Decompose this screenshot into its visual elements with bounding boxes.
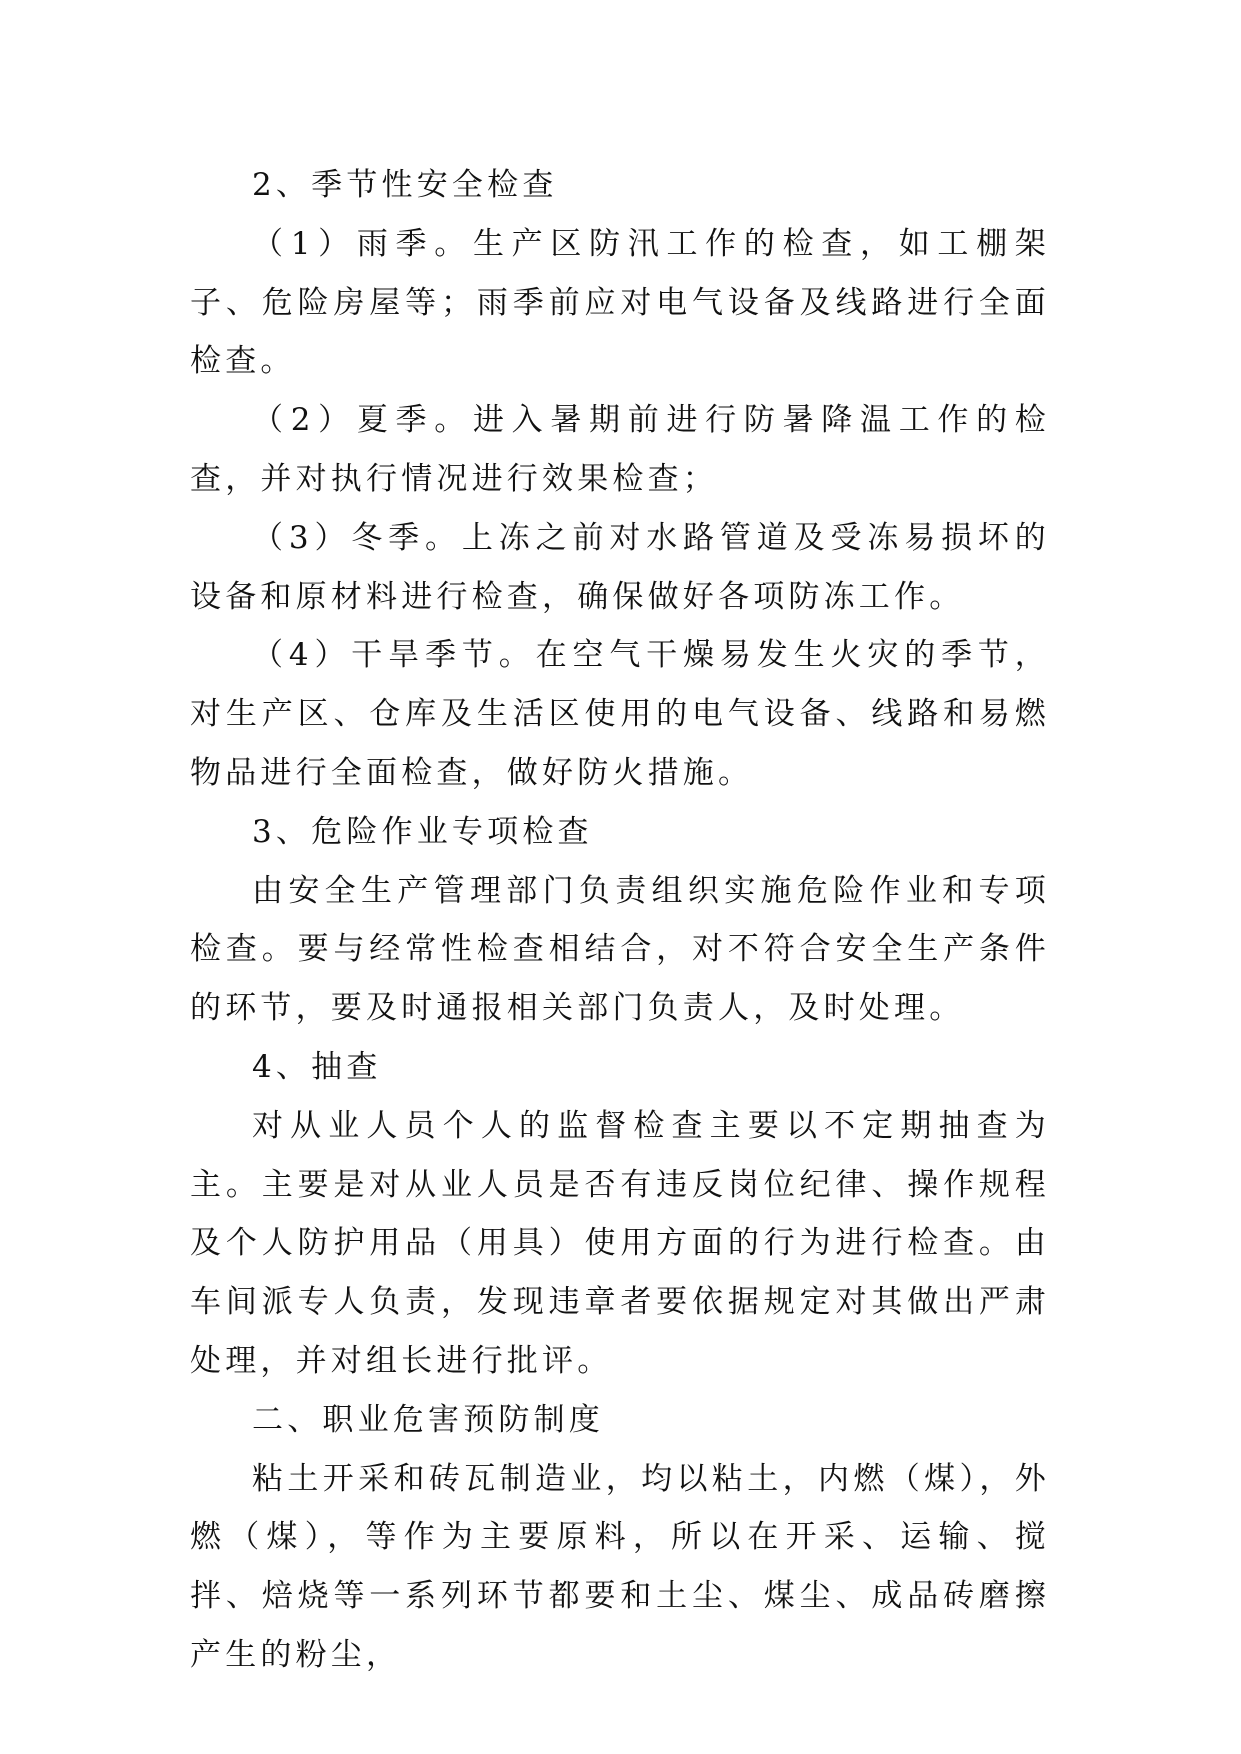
section-heading-hazardous-work: 3、危险作业专项检查 (252, 813, 593, 850)
paragraph-rainy-season: （1）雨季。生产区防汛工作的检查，如工棚架子、危险房屋等；雨季前应对电气设备及线路进行全面检查。 (190, 225, 1050, 380)
paragraph-summer: （2）夏季。进入暑期前进行防暑降温工作的检查，并对执行情况进行效果检查； (190, 402, 1050, 497)
paragraph-dry-season: （4）干旱季节。在空气干燥易发生火灾的季节，对生产区、仓库及生活区使用的电气设备、线路和易燃物品进行全面检查，做好防火措施。 (190, 637, 1050, 791)
paragraph-hazardous-work: 由安全生产管理部门负责组织实施危险作业和专项检查。要与经常性检查相结合，对不符合安全生产条件的环节，要及时通报相关部门负责人，及时处理。 (190, 872, 1050, 1027)
paragraph-spot-check: 对从业人员个人的监督检查主要以不定期抽查为主。主要是对从业人员是否有违反岗位纪律、操作规程及个人防护用品（用具）使用方面的行为进行检查。由车间派专人负责，发现违章者要依据规定对其做出严肃处理，并对组长进行批评。 (190, 1107, 1050, 1379)
paragraph-winter: （3）冬季。上冻之前对水路管道及受冻易损坏的设备和原材料进行检查，确保做好各项防冻工作。 (190, 519, 1050, 615)
document-body (190, 156, 1050, 1685)
paragraph-occupational-hazard: 粘土开采和砖瓦制造业，均以粘土，内燃（煤），外燃（煤），等作为主要原料，所以在开采、运输、搅拌、焙烧等一系列环节都要和土尘、煤尘、成品砖磨擦产生的粉尘， (190, 1460, 1050, 1673)
section-heading-seasonal-inspection: 2、季节性安全检查 (252, 167, 558, 203)
section-heading-occupational-hazard: 二、职业危害预防制度 (252, 1401, 604, 1438)
section-heading-spot-check: 4、抽查 (252, 1048, 382, 1085)
